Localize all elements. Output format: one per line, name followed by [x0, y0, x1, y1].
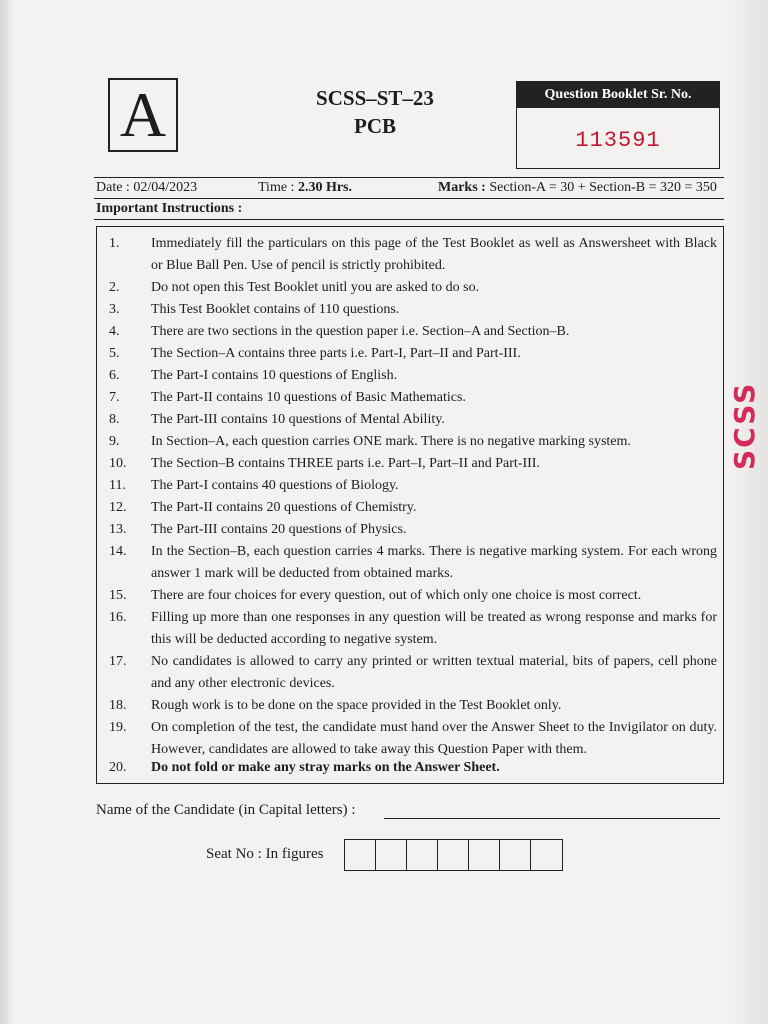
exam-code: SCSS–ST–23: [316, 86, 434, 110]
candidate-name-label: Name of the Candidate (in Capital letters) :: [96, 802, 356, 818]
time-value: 2.30 Hrs.: [297, 180, 353, 195]
exam-subject: PCB: [354, 114, 396, 138]
marks-value: Section-A = 30 + Section-B = 320 = 350: [489, 180, 717, 195]
date-label: Date :: [96, 180, 130, 195]
seat-number-label: Seat No : In figures: [206, 846, 324, 862]
date-value: 02/04/2023: [133, 180, 198, 195]
seat-digit-box[interactable]: [345, 840, 376, 870]
page-edge-shadow: [0, 0, 14, 1024]
serial-number-value: 113591: [575, 128, 661, 153]
time-label: Time :: [258, 180, 295, 195]
header-divider: [94, 177, 724, 178]
exam-marks: [438, 180, 717, 196]
instructions-title-divider: [94, 219, 724, 220]
instructions-box: 1. Immediately fill the particulars on this page of the Test Booklet as well as Answersheet with Black or Blue Ball Pen. Use of pencil is strictly prohibited. 2. Do not open this Test Booklet unitl you are asked to do so. 3. This Test Booklet contains of 110 questions. 4. There are two sections in the question paper i.e. Section–A and Section–B. 5. The Section–A contains three parts i.e. Part-I, Part–II and Part-III. 6. The Part-I contains 10 questions of English. 7. The Part-II contains 10 questions of Basic Mathematics. 8. The Part-III contains 10 questions of Mental Ability. 9. In Section–A, each question carries ONE mark. There is no negative marking system. 10. The Section–B contains THREE parts i.e. Part–I, Part–II and Part-III. 11. The Part-I contains 40 questions of Biology. 12. The Part-II contains 20 questions of Chemistry. 13. The Part-III contains 20 questions of Physics. 14. In the Section–B, each question carries 4 marks. There is negative marking system. For each wrong answer 1 mark will be deducted from obtained marks. 15. There are four choices for every question, out of which only one choice is most correct. 16. Filling up more than one responses in any question will be treated as wrong response and marks for this will be deducted according to negative system. 17. No candidates is allowed to carry any printed or written textual material, bits of papers, cell phone and any other electronic devices. 18. Rough work is to be done on the space provided in the Test Booklet only. 19. On completion of the test, the candidate must hand over the Answer Sheet to the Invigilator on duty. However, candidates are allowed to take away this Question Paper with them. 20. Do not fold or make any stray marks on the Answer Sheet.: [96, 226, 724, 784]
seat-digit-box[interactable]: [407, 840, 438, 870]
seat-digit-box[interactable]: [500, 840, 531, 870]
seat-digit-box[interactable]: [531, 840, 562, 870]
booklet-series-letter: A: [108, 78, 178, 152]
serial-number-box: [516, 81, 720, 169]
seat-digit-box[interactable]: [376, 840, 407, 870]
seat-number-boxes[interactable]: [344, 839, 563, 871]
marks-label: Marks :: [438, 180, 486, 195]
seat-digit-box[interactable]: [438, 840, 469, 870]
exam-time: [258, 180, 352, 196]
instructions-title: Important Instructions :: [96, 201, 243, 216]
candidate-name-field[interactable]: [384, 818, 720, 819]
exam-date: [96, 180, 197, 196]
seat-digit-box[interactable]: [469, 840, 500, 870]
meta-divider: [94, 198, 724, 199]
scss-stamp: SCSS: [728, 381, 761, 471]
serial-number-label: Question Booklet Sr. No.: [517, 82, 719, 108]
page-edge-shadow-right: [728, 0, 768, 1024]
